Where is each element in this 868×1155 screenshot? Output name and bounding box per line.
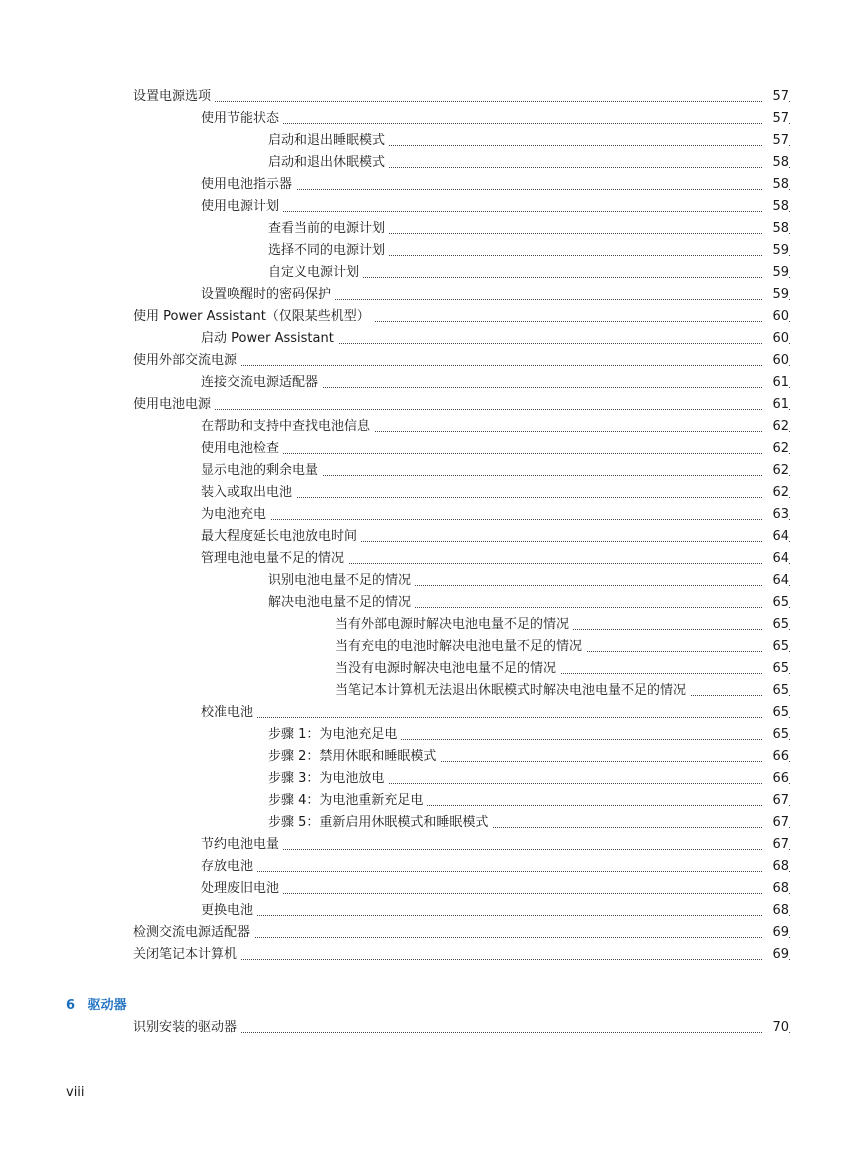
toc-entry-page: 66 — [763, 746, 789, 768]
chapter-title: 驱动器 — [87, 998, 127, 1013]
toc-entry-title: 使用电池检查 — [201, 438, 283, 460]
toc-entry[interactable] — [0, 372, 868, 394]
toc-entry-page: 69 — [763, 922, 789, 944]
chapter-heading[interactable] — [66, 995, 127, 1017]
toc-entry-page: 57 — [763, 86, 789, 108]
toc-entry-title: 自定义电源计划 — [268, 262, 363, 284]
toc-entry-title: 步骤 4：为电池重新充足电 — [268, 790, 427, 812]
toc-entry-page: 65 — [763, 636, 789, 658]
toc-entry-title: 存放电池 — [201, 856, 257, 878]
toc-entry-title: 查看当前的电源计划 — [268, 218, 389, 240]
toc-entry[interactable] — [0, 790, 868, 812]
page-number: viii — [66, 1085, 85, 1100]
toc-entry-page: 60 — [763, 328, 789, 350]
toc-entry-title: 检测交流电源适配器 — [133, 922, 254, 944]
dot-leader — [201, 717, 790, 718]
toc-entry-title: 步骤 3：为电池放电 — [268, 768, 388, 790]
toc-entry-title: 校准电池 — [201, 702, 257, 724]
toc-entry[interactable] — [0, 350, 868, 372]
toc-entry-page: 58 — [763, 218, 789, 240]
toc-entry[interactable] — [0, 746, 868, 768]
toc-entry[interactable] — [0, 460, 868, 482]
toc-entry[interactable] — [0, 262, 868, 284]
toc-entry[interactable] — [0, 878, 868, 900]
toc-entry[interactable] — [0, 900, 868, 922]
dot-leader — [201, 849, 790, 850]
toc-entry[interactable] — [0, 636, 868, 658]
toc-entry[interactable] — [0, 482, 868, 504]
toc-entry[interactable] — [0, 526, 868, 548]
toc-entry[interactable] — [0, 548, 868, 570]
toc-entry-title: 识别安装的驱动器 — [133, 1017, 241, 1039]
toc-entry[interactable] — [0, 284, 868, 306]
toc-entry-page: 59 — [763, 240, 789, 262]
toc-entry-title: 使用电池电源 — [133, 394, 215, 416]
toc-entry[interactable] — [0, 306, 868, 328]
toc-entry-title: 步骤 1：为电池充足电 — [268, 724, 401, 746]
dot-leader — [201, 211, 790, 212]
toc-entry-page: 60 — [763, 350, 789, 372]
toc-entry-page: 62 — [763, 438, 789, 460]
toc-entry-page: 63 — [763, 504, 789, 526]
toc-entry[interactable] — [0, 416, 868, 438]
toc-entry-title: 为电池充电 — [201, 504, 270, 526]
toc-entry-title: 当没有电源时解决电池电量不足的情况 — [335, 658, 560, 680]
toc-entry-page: 60 — [763, 306, 789, 328]
toc-entry[interactable] — [0, 174, 868, 196]
toc-entry-page: 67 — [763, 790, 789, 812]
toc-entry[interactable] — [0, 922, 868, 944]
toc-entry-title: 使用节能状态 — [201, 108, 283, 130]
toc-entry-title: 管理电池电量不足的情况 — [201, 548, 348, 570]
toc-entry-page: 62 — [763, 460, 789, 482]
toc-entry-page: 70 — [763, 1017, 789, 1039]
toc-entry[interactable] — [0, 196, 868, 218]
toc-entry-page: 67 — [763, 834, 789, 856]
toc-entry[interactable] — [0, 702, 868, 724]
toc-entry-page: 62 — [763, 416, 789, 438]
toc-entry[interactable] — [0, 394, 868, 416]
toc-entry[interactable] — [0, 834, 868, 856]
dot-leader — [133, 101, 790, 102]
toc-entry[interactable] — [0, 724, 868, 746]
toc-entry[interactable] — [0, 592, 868, 614]
toc-entry[interactable] — [0, 240, 868, 262]
toc-entry-page: 68 — [763, 856, 789, 878]
toc-entry-page: 66 — [763, 768, 789, 790]
toc-entry-title: 连接交流电源适配器 — [201, 372, 322, 394]
dot-leader — [201, 893, 790, 894]
toc-entry-page: 65 — [763, 614, 789, 636]
toc-entry[interactable] — [0, 768, 868, 790]
toc-entry-title: 步骤 2：禁用休眠和睡眠模式 — [268, 746, 440, 768]
toc-entry[interactable] — [0, 218, 868, 240]
toc-entry[interactable] — [0, 658, 868, 680]
toc-entry-page: 67 — [763, 812, 789, 834]
toc-entry-page: 57 — [763, 130, 789, 152]
dot-leader — [201, 871, 790, 872]
toc-entry-title: 步骤 5：重新启用休眠模式和睡眠模式 — [268, 812, 492, 834]
toc-entry[interactable] — [0, 812, 868, 834]
toc-entry-title: 当笔记本计算机无法退出休眠模式时解决电池电量不足的情况 — [335, 680, 690, 702]
dot-leader — [201, 519, 790, 520]
toc-entry-title: 在帮助和支持中查找电池信息 — [201, 416, 374, 438]
toc-entry-title: 更换电池 — [201, 900, 257, 922]
toc-entry[interactable] — [0, 680, 868, 702]
toc-entry-page: 65 — [763, 592, 789, 614]
toc-entry-page: 59 — [763, 284, 789, 306]
toc-entry[interactable] — [0, 152, 868, 174]
toc-entry-title: 设置电源选项 — [133, 86, 215, 108]
toc-entry-title: 使用电池指示器 — [201, 174, 296, 196]
toc-entry[interactable] — [0, 130, 868, 152]
toc-entry-title: 最大程度延长电池放电时间 — [201, 526, 361, 548]
toc-entry-page: 58 — [763, 152, 789, 174]
toc-entry-page: 68 — [763, 878, 789, 900]
toc-entry-page: 65 — [763, 680, 789, 702]
toc-entry-page: 64 — [763, 570, 789, 592]
toc-entry-page: 57 — [763, 108, 789, 130]
dot-leader — [201, 123, 790, 124]
toc-entry[interactable] — [0, 614, 868, 636]
toc-entry-page: 65 — [763, 658, 789, 680]
toc-entry[interactable] — [0, 108, 868, 130]
toc-entry-page: 65 — [763, 724, 789, 746]
toc-entry-title: 启动 Power Assistant — [201, 328, 338, 350]
toc-entry-title: 设置唤醒时的密码保护 — [201, 284, 335, 306]
toc-entry-page: 58 — [763, 174, 789, 196]
table-of-contents — [0, 86, 868, 966]
dot-leader — [201, 453, 790, 454]
toc-entry-page: 62 — [763, 482, 789, 504]
toc-entry-title: 选择不同的电源计划 — [268, 240, 389, 262]
dot-leader — [201, 915, 790, 916]
chapter-number: 6 — [66, 998, 76, 1013]
toc-entry-page: 58 — [763, 196, 789, 218]
toc-entry-title: 关闭笔记本计算机 — [133, 944, 241, 966]
toc-entry[interactable] — [0, 856, 868, 878]
toc-entry-page: 61 — [763, 394, 789, 416]
chapter-entries — [0, 1017, 868, 1039]
dot-leader — [133, 409, 790, 410]
toc-entry-page: 69 — [763, 944, 789, 966]
toc-entry[interactable] — [0, 1017, 868, 1039]
toc-entry-page: 68 — [763, 900, 789, 922]
toc-entry-title: 当有充电的电池时解决电池电量不足的情况 — [335, 636, 586, 658]
toc-entry[interactable] — [0, 570, 868, 592]
toc-entry-title: 启动和退出睡眠模式 — [268, 130, 389, 152]
toc-entry-title: 识别电池电量不足的情况 — [268, 570, 415, 592]
toc-entry-page: 59 — [763, 262, 789, 284]
toc-entry-title: 装入或取出电池 — [201, 482, 296, 504]
toc-entry-page: 64 — [763, 548, 789, 570]
toc-entry-page: 61 — [763, 372, 789, 394]
toc-entry-title: 使用外部交流电源 — [133, 350, 241, 372]
toc-entry[interactable] — [0, 328, 868, 350]
toc-entry-title: 显示电池的剩余电量 — [201, 460, 322, 482]
toc-entry[interactable] — [0, 86, 868, 108]
toc-entry-title: 处理废旧电池 — [201, 878, 283, 900]
toc-entry-title: 解决电池电量不足的情况 — [268, 592, 415, 614]
toc-entry-page: 64 — [763, 526, 789, 548]
toc-entry-title: 使用 Power Assistant（仅限某些机型） — [133, 306, 374, 328]
toc-entry-title: 使用电源计划 — [201, 196, 283, 218]
toc-entry[interactable] — [0, 944, 868, 966]
toc-entry[interactable] — [0, 504, 868, 526]
toc-entry-title: 启动和退出休眠模式 — [268, 152, 389, 174]
toc-entry-title: 当有外部电源时解决电池电量不足的情况 — [335, 614, 573, 636]
toc-entry[interactable] — [0, 438, 868, 460]
toc-entry-page: 65 — [763, 702, 789, 724]
toc-entry-title: 节约电池电量 — [201, 834, 283, 856]
